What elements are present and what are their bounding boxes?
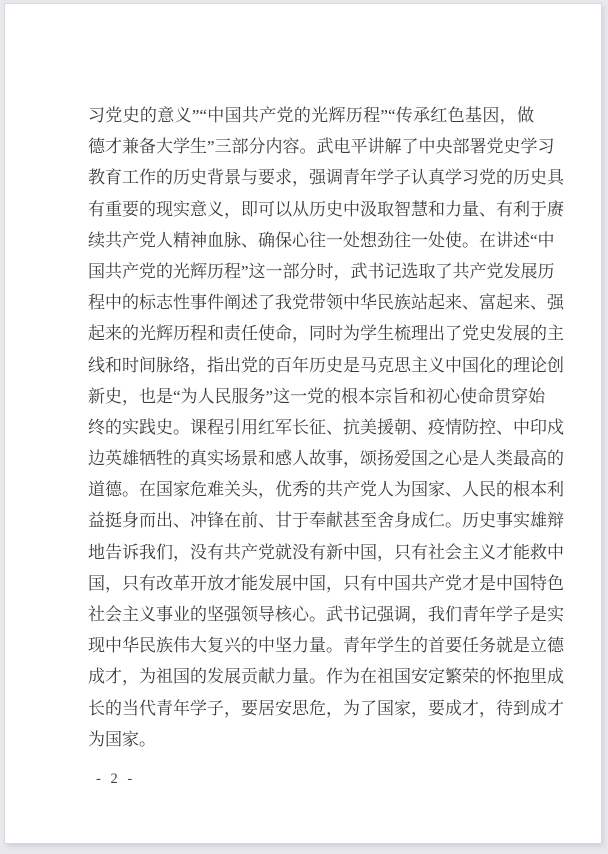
text-line: 现中华民族伟大复兴的中坚力量。青年学生的首要任务就是立德	[88, 636, 564, 656]
text-line: 边英雄牺牲的真实场景和感人故事，颂扬爱国之心是人类最高的	[88, 449, 564, 469]
text-line: 国，只有改革开放才能发展中国，只有中国共产党才是中国特色	[88, 573, 564, 593]
text-line: 成才，为祖国的发展贡献力量。作为在祖国安定繁荣的怀抱里成	[88, 667, 564, 687]
text-line: 习党史的意义”“中国共产党的光辉历程”“传承红色基因，做	[88, 106, 534, 125]
text-line: 续共产党人精神血脉、确保心往一处想劲往一处使。在讲述“中	[88, 230, 555, 250]
text-line: 终的实践史。课程引用红军长征、抗美援朝、疫情防控、中印戍	[88, 417, 564, 437]
text-line: 社会主义事业的坚强领导核心。武书记强调，我们青年学子是实	[88, 605, 564, 624]
text-line: 道德。在国家危难关头，优秀的共产党人为国家、人民的根本利	[88, 480, 564, 500]
text-line: 程中的标志性事件阐述了我党带领中华民族站起来、富起来、强	[88, 293, 564, 313]
document-page	[5, 4, 601, 843]
text-line: 为国家。	[88, 729, 156, 749]
page-body-text	[88, 100, 564, 788]
text-line: 有重要的现实意义，即可以从历史中汲取智慧和力量、有利于赓	[88, 199, 564, 219]
text-line: 地告诉我们，没有共产党就没有新中国，只有社会主义才能救中	[88, 542, 564, 562]
text-line: 线和时间脉络，指出党的百年历史是马克思主义中国化的理论创	[88, 355, 564, 375]
text-line: 长的当代青年学子，要居安思危，为了国家，要成才，待到成才	[88, 698, 564, 718]
text-line: 教育工作的历史背景与要求，强调青年学子认真学习党的历史具	[88, 168, 564, 188]
text-line: 新史，也是“为人民服务”这一党的根本宗旨和初心使命贯穿始	[88, 386, 546, 406]
text-line: 起来的光辉历程和责任使命，同时为学生梳理出了党史发展的主	[88, 324, 564, 344]
page-number: - 2 -	[96, 770, 136, 787]
text-line: 德才兼备大学生”三部分内容。武电平讲解了中央部署党史学习	[88, 137, 555, 157]
text-line: 益挺身而出、冲锋在前、甘于奉献甚至舍身成仁。历史事实雄辩	[88, 511, 564, 531]
text-line: 国共产党的光辉历程”这一部分时，武书记选取了共产党发展历	[88, 261, 555, 281]
